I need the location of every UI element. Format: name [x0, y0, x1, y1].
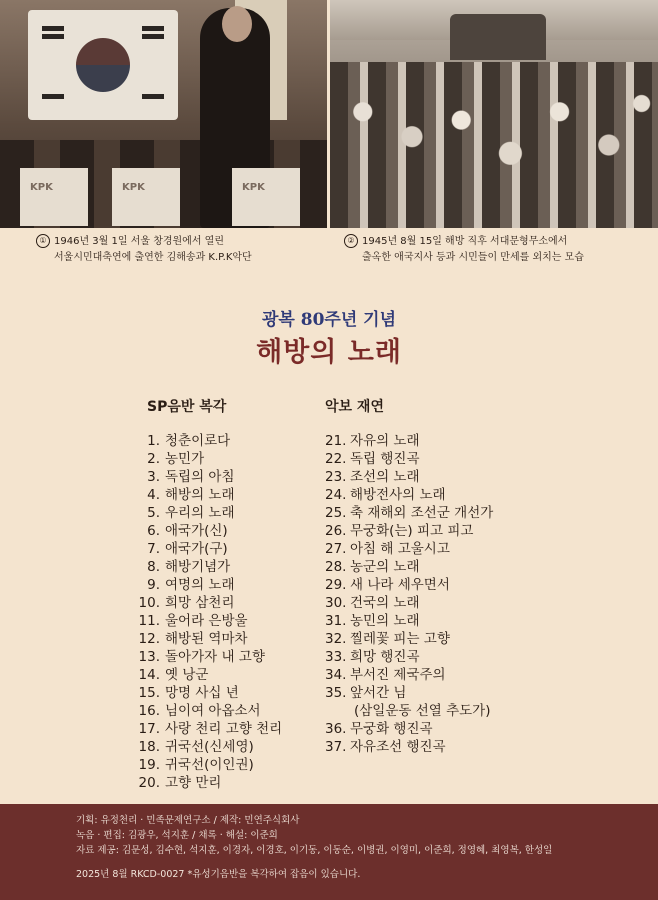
- track-item: [136, 558, 282, 576]
- track-number: 4.: [147, 487, 160, 503]
- track-title: 애국가(구): [165, 541, 228, 557]
- track-number: 26.: [325, 523, 347, 539]
- track-number: 6.: [147, 523, 160, 539]
- track-title: 새 나라 세우면서: [350, 577, 450, 593]
- track-item: [136, 666, 282, 684]
- track-title: 농민가: [165, 451, 205, 467]
- track-item: [325, 558, 493, 576]
- track-title: 우리의 노래: [165, 505, 235, 521]
- track-title: 님이여 아옵소서: [165, 703, 261, 719]
- track-number: 23.: [325, 469, 347, 485]
- track-item: [136, 594, 282, 612]
- track-item: [325, 594, 493, 612]
- track-title: 고향 만리: [165, 775, 222, 791]
- photo-strip: [0, 0, 658, 228]
- track-item: [136, 612, 282, 630]
- track-number: 36.: [325, 721, 347, 737]
- music-stand: KPK: [112, 168, 180, 226]
- track-item: [325, 666, 493, 684]
- track-item: [325, 702, 493, 720]
- track-number: 20.: [138, 775, 160, 791]
- track-title: 앞서간 님: [350, 685, 407, 701]
- track-title: 자유의 노래: [350, 433, 420, 449]
- track-item: [325, 432, 493, 450]
- track-number: 25.: [325, 505, 347, 521]
- track-item: [325, 522, 493, 540]
- track-title: 희망 행진곡: [350, 649, 420, 665]
- photo-liberation-crowd: [330, 0, 658, 228]
- track-title: 독립 행진곡: [350, 451, 420, 467]
- tram: [450, 14, 546, 60]
- track-title: 축 재해외 조선군 개선가: [350, 505, 494, 521]
- credits-line: 녹음 · 편집: 김광우, 석지훈 / 채록 · 해설: 이준희: [76, 830, 278, 841]
- release-info: 2025년 8월 RKCD-0027 *유성기음반을 복각하여 잡음이 있습니다.: [76, 869, 361, 880]
- subtitle: 광복 80주년 기념: [261, 310, 397, 330]
- track-item: [325, 648, 493, 666]
- track-number: 13.: [138, 649, 160, 665]
- credits-line: 기획: 유정천리 · 민족문제연구소 / 제작: 민연주식회사: [76, 815, 300, 826]
- track-item: [325, 450, 493, 468]
- track-number: 32.: [325, 631, 347, 647]
- track-title: 건국의 노래: [350, 595, 420, 611]
- track-title: 조선의 노래: [350, 469, 420, 485]
- track-item: [136, 450, 282, 468]
- track-title: 무궁화 행진곡: [350, 721, 433, 737]
- track-number: 14.: [138, 667, 160, 683]
- track-number: 9.: [147, 577, 160, 593]
- track-item: [136, 774, 282, 792]
- caption-number: ②: [344, 234, 358, 248]
- track-item: [325, 468, 493, 486]
- track-number: 12.: [138, 631, 160, 647]
- track-number: 28.: [325, 559, 347, 575]
- track-number: 21.: [325, 433, 347, 449]
- track-number: 5.: [147, 505, 160, 521]
- track-title: 돌아가자 내 고향: [165, 649, 265, 665]
- track-title: 사랑 천리 고향 천리: [165, 721, 283, 737]
- track-item: [136, 576, 282, 594]
- track-item: [136, 702, 282, 720]
- track-list-right: [325, 432, 493, 756]
- track-item: [136, 468, 282, 486]
- track-number: 17.: [138, 721, 160, 737]
- track-number: 16.: [138, 703, 160, 719]
- track-item: [136, 486, 282, 504]
- taegukgi-flag: [28, 10, 178, 120]
- track-number: 33.: [325, 649, 347, 665]
- track-title: 여명의 노래: [165, 577, 235, 593]
- track-title: 찔레꽃 피는 고향: [350, 631, 450, 647]
- track-title: 부서진 제국주의: [350, 667, 446, 683]
- track-number: 37.: [325, 739, 347, 755]
- track-number: 34.: [325, 667, 347, 683]
- credits-footer: [0, 804, 658, 900]
- track-item: [325, 576, 493, 594]
- track-number: 22.: [325, 451, 347, 467]
- track-title: 귀국선(신세영): [165, 739, 254, 755]
- track-title: 해방의 노래: [165, 487, 235, 503]
- track-title: 무궁화(는) 피고 피고: [350, 523, 474, 539]
- track-number: 31.: [325, 613, 347, 629]
- track-item: [325, 540, 493, 558]
- track-number: 10.: [138, 595, 160, 611]
- track-number: 15.: [138, 685, 160, 701]
- track-number: 35.: [325, 685, 347, 701]
- caption-number: ①: [36, 234, 50, 248]
- caption-right: [344, 234, 584, 266]
- track-number: 29.: [325, 577, 347, 593]
- track-number: 24.: [325, 487, 347, 503]
- track-title: 옛 낭군: [165, 667, 209, 683]
- caption-line: 서울시민대축연에 출연한 김해송과 K.P.K악단: [54, 252, 252, 263]
- track-item: [325, 504, 493, 522]
- track-item: [136, 432, 282, 450]
- track-item: [325, 612, 493, 630]
- track-number: 27.: [325, 541, 347, 557]
- track-title: 해방기념가: [165, 559, 231, 575]
- track-item: [136, 738, 282, 756]
- cheering-crowd: [330, 62, 658, 228]
- caption-line: 출옥한 애국지사 등과 시민들이 만세를 외치는 모습: [362, 252, 584, 263]
- track-title: 농민의 노래: [350, 613, 420, 629]
- track-number: 30.: [325, 595, 347, 611]
- track-number: 11.: [138, 613, 160, 629]
- track-number: 2.: [147, 451, 160, 467]
- music-stand: KPK: [20, 168, 88, 226]
- track-number: 18.: [138, 739, 160, 755]
- track-list-left: [136, 432, 282, 792]
- track-number: 7.: [147, 541, 160, 557]
- track-item: [136, 684, 282, 702]
- track-number: 19.: [138, 757, 160, 773]
- caption-left: [36, 234, 252, 266]
- track-title: 해방전사의 노래: [350, 487, 446, 503]
- photo-kpk-band: [0, 0, 327, 228]
- track-item: [136, 648, 282, 666]
- track-number: 8.: [147, 559, 160, 575]
- track-title: 아침 해 고울시고: [350, 541, 450, 557]
- track-item: [136, 504, 282, 522]
- track-title: 망명 사십 년: [165, 685, 239, 701]
- credits-line: 자료 제공: 김문성, 김수현, 석지훈, 이경자, 이경호, 이기동, 이동순, 이병권, 이영미, 이준희, 정영혜, 최영복, 한성일: [76, 845, 553, 856]
- track-title: 귀국선(이인권): [165, 757, 254, 773]
- track-title: 청춘이로다: [165, 433, 231, 449]
- track-item: [136, 630, 282, 648]
- track-item: [325, 630, 493, 648]
- track-title: 애국가(신): [165, 523, 228, 539]
- track-item: [136, 720, 282, 738]
- track-item: [136, 540, 282, 558]
- track-item: [136, 522, 282, 540]
- track-item: [325, 684, 493, 702]
- heading-score-performance: 악보 재연: [325, 399, 384, 415]
- track-title: 희망 삼천리: [165, 595, 235, 611]
- music-stand: KPK: [232, 168, 300, 226]
- caption-line: 1945년 8월 15일 해방 직후 서대문형무소에서: [362, 236, 568, 247]
- track-number: 3.: [147, 469, 160, 485]
- track-title: 울어라 은방울: [165, 613, 248, 629]
- track-item: [325, 486, 493, 504]
- album-title: 해방의 노래: [256, 337, 402, 368]
- track-title: 농군의 노래: [350, 559, 420, 575]
- heading-sp-restoration: SP음반 복각: [147, 399, 227, 415]
- track-title: 해방된 역마차: [165, 631, 248, 647]
- track-item: [325, 738, 493, 756]
- track-item: [325, 720, 493, 738]
- caption-line: 1946년 3월 1일 서울 창경원에서 열린: [54, 236, 224, 247]
- track-item: [136, 756, 282, 774]
- track-title: (삼일운동 선열 추도가): [354, 703, 491, 719]
- track-title: 독립의 아침: [165, 469, 235, 485]
- track-number: 1.: [147, 433, 160, 449]
- track-title: 자유조선 행진곡: [350, 739, 446, 755]
